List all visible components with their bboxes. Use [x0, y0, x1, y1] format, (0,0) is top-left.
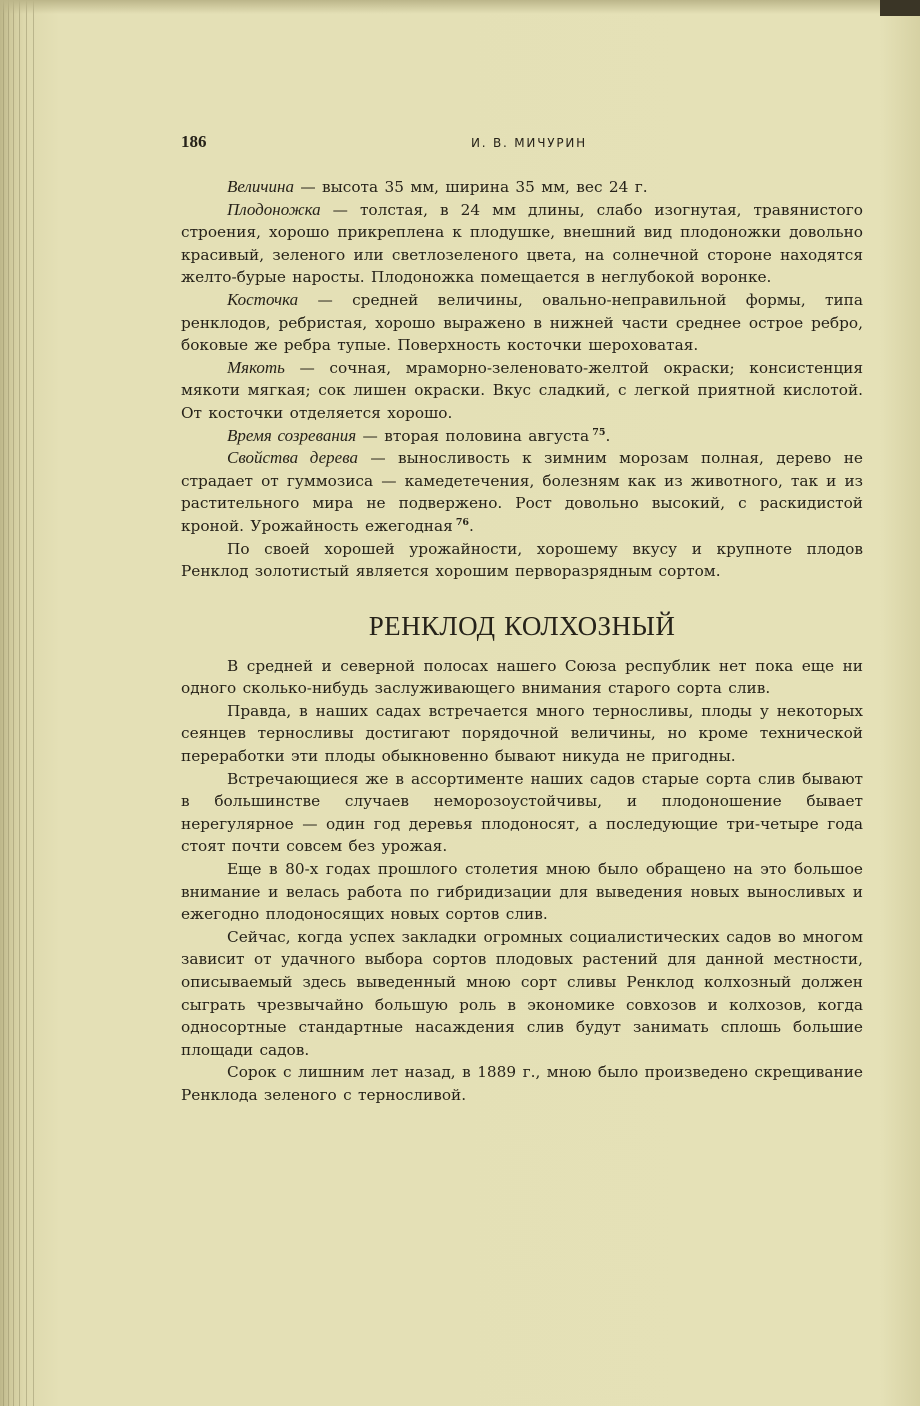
running-head-author: И. В. МИЧУРИН	[471, 136, 587, 150]
description-stone	[181, 289, 863, 357]
description-size	[181, 176, 863, 199]
description-ripening	[181, 425, 863, 448]
term-tail: .	[469, 516, 474, 535]
footnote-marker: 76	[455, 516, 470, 528]
description-flesh	[181, 357, 863, 425]
term-label: Мякоть	[227, 357, 285, 377]
section-paragraph: Правда, в наших садах встречается много терносливы, плоды у некоторых сеянцев терносливы достигают порядочной величины, но кроме технической переработки эти плоды обыкновенно бывают никуда не пригодны.	[181, 701, 863, 766]
section-title: РЕНКЛОД КОЛХОЗНЫЙ	[368, 610, 676, 641]
section-paragraph: Встречающиеся же в ассортименте наших садов старые сорта слив бывают в большинстве случаев неморозоустойчивы, и плодоношение бывает нерегулярное — один год деревья плодоносят, а последующие три-четыре года стоят почти совсем без урожая.	[181, 769, 863, 856]
footnote-marker: 75	[592, 426, 606, 438]
term-label: Время созревания	[227, 425, 357, 445]
section-paragraph: Сорок с лишним лет назад, в 1889 г., мною было произведено скрещивание Ренклода зеленого с терносливой.	[181, 1063, 863, 1104]
top-edge-shadow	[0, 0, 920, 14]
section-paragraph: Еще в 80-х годах прошлого столетия мною было обращено на это большое внимание и велась работа по гибридизации для выведения новых выносливых и ежегодно плодоносящих новых сортов слив.	[181, 860, 863, 924]
closing-paragraph: По своей хорошей урожайности, хорошему вкусу и крупноте плодов Ренклод золотистый является хорошим перворазрядным сортом.	[181, 539, 863, 581]
term-label: Косточка	[227, 289, 299, 309]
term-label: Свойства дерева	[227, 448, 358, 468]
term-text: — выносливость к зимним морозам полная, дерево не страдает от гуммозиса — камедетечения, болезням как из животного, так и из растительного мира не подвержено. Рост довольно высокий, с раскидистой кроной. Урожайность ежегодная	[181, 449, 863, 535]
description-tree	[181, 447, 863, 537]
term-tail: .	[605, 426, 611, 445]
description-stalk	[181, 199, 863, 289]
scan-corner-mark	[880, 0, 920, 16]
term-label: Величина	[227, 177, 294, 196]
term-text: — средней величины, овально-неправильной формы, типа ренклодов, ребристая, хорошо выражено в нижней части среднее острое ребро, боковые же ребра тупые. Поверхность косточки шероховатая.	[181, 290, 863, 355]
body-text	[181, 176, 863, 1107]
term-text: — сочная, мраморно-зеленовато-желтой окраски; консистенция мякоти мягкая; сок лишен окраски. Вкус сладкий, с легкой приятной кислотой. От косточки отделяется хорошо.	[181, 358, 863, 422]
page-number: 186	[181, 132, 207, 151]
term-text: — толстая, в 24 мм длины, слабо изогнутая, травянистого строения, хорошо прикреплена к плодушке, внешний вид плодоножки довольно красивый, зеленого или светлозеленого цвета, на солнечной стороне находятся желто-бурые наросты. Плодоножка помещается в неглубокой воронке.	[181, 200, 863, 287]
section-paragraph: Сейчас, когда успех закладки огромных социалистических садов во многом зависит от удачного выбора сортов плодовых растений для данной местности, описываемый здесь выведенный мною сорт сливы Ренклод колхозный должен сыграть чрезвычайно большую роль в экономике совхозов и колхозов, когда односортные стандартные насаждения слив будут занимать сплошь большие площади садов.	[181, 927, 863, 1059]
term-text: — высота 35 мм, ширина 35 мм, вес 24 г.	[293, 178, 648, 196]
section-paragraph: В средней и северной полосах нашего Союза республик нет пока еще ни одного сколько-нибудь заслуживающего внимания старого сорта слив.	[181, 656, 863, 698]
term-text: — вторая половина августа	[356, 426, 590, 445]
term-label: Плодоножка	[227, 199, 321, 219]
page-edge-strips	[0, 0, 44, 1406]
running-head	[181, 132, 861, 156]
